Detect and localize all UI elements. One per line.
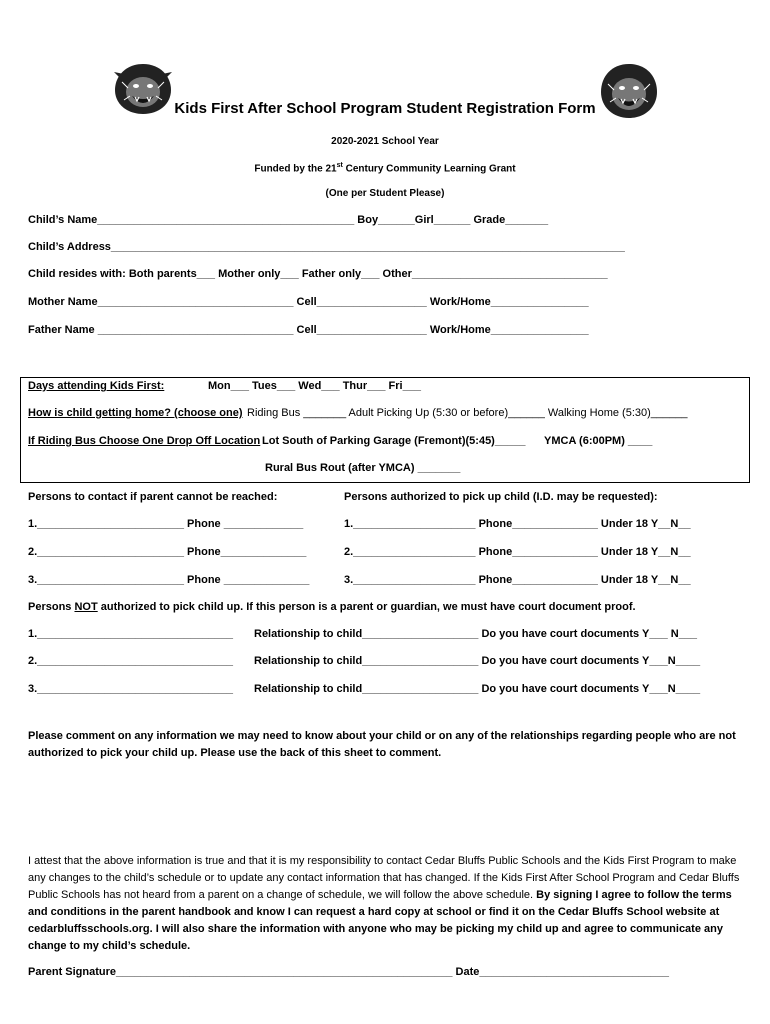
pickup-row[interactable]: 2.____________________ Phone______________ Under 18 Y__N__ [344, 546, 691, 558]
comment-instructions: Please comment on any information we may need to know about your child or on any of the relationships regarding people who are not authorized to pick your child up. Please use the back of this sheet to comment. [28, 730, 736, 759]
not-authorized-row[interactable]: 3.________________________________ [28, 683, 233, 695]
bus-option-lot[interactable]: Lot South of Parking Garage (Fremont)(5:45)_____ [262, 435, 526, 447]
relationship-row[interactable]: Relationship to child___________________ Do you have court documents Y___N____ [254, 655, 701, 667]
home-options[interactable]: Riding Bus _______ Adult Picking Up (5:30 or before)______ Walking Home (5:30)______ [247, 407, 688, 419]
attestation-paragraph: I attest that the above information is true and that it is my responsibility to contact Cedar Bluffs Public Schools and the Kids First Program to make any changes to the child’s schedule or to update any contact information that has changed. If the Kids First After School Program and Cedar Bluffs Public Schools has not heard from a parent on a change of schedule, we will follow the above schedule. By signing I agree to follow the terms and conditions in the parent handbook and know I can request a hard copy at school or find it on the Cedar Bluffs School website at cedarbluffsschools.org. I will also share the information with anyone who may be picking my child up and agree to communicate any change to my child’s schedule. [28, 855, 740, 952]
contact-header: Persons to contact if parent cannot be reached: [28, 491, 278, 503]
contact-row[interactable]: 1.________________________ Phone _____________ [28, 518, 304, 530]
relationship-row[interactable]: Relationship to child___________________ Do you have court documents Y___ N___ [254, 628, 698, 640]
school-year: 2020-2021 School Year [331, 136, 439, 147]
one-per-student-note: (One per Student Please) [325, 188, 445, 199]
form-title: Kids First After School Program Student Registration Form [174, 100, 596, 117]
mother-line[interactable]: Mother Name________________________________ Cell__________________ Work/Home________________ [28, 296, 589, 308]
pickup-header: Persons authorized to pick up child (I.D. may be requested): [344, 491, 658, 503]
days-label: Days attending Kids First: [28, 380, 165, 392]
resides-with-line[interactable]: Child resides with: Both parents___ Mother only___ Father only___ Other________________________________ [28, 268, 608, 280]
child-address-line[interactable]: Child’s Address____________________________________________________________________________________ [28, 241, 625, 253]
not-authorized-row[interactable]: 1.________________________________ [28, 628, 233, 640]
relationship-row[interactable]: Relationship to child___________________ Do you have court documents Y___N____ [254, 683, 701, 695]
bus-option-ymca[interactable]: YMCA (6:00PM) ____ [544, 435, 653, 447]
pickup-row[interactable]: 1.____________________ Phone______________ Under 18 Y__N__ [344, 518, 691, 530]
contact-row[interactable]: 3.________________________ Phone ______________ [28, 574, 310, 586]
pickup-row[interactable]: 3.____________________ Phone______________ Under 18 Y__N__ [344, 574, 691, 586]
days-options[interactable]: Mon___ Tues___ Wed___ Thur___ Fri___ [208, 380, 421, 392]
father-line[interactable]: Father Name ________________________________ Cell__________________ Work/Home________________ [28, 324, 589, 336]
not-authorized-row[interactable]: 2.________________________________ [28, 655, 233, 667]
home-label: How is child getting home? (choose one) [28, 407, 243, 419]
funding-note: Funded by the 21st Century Community Learning Grant [254, 162, 516, 175]
child-name-line[interactable]: Child’s Name__________________________________________ Boy______Girl______ Grade_______ [28, 214, 549, 226]
bus-label: If Riding Bus Choose One Drop Off Location [28, 435, 261, 447]
bus-option-rural[interactable]: Rural Bus Rout (after YMCA) _______ [265, 462, 461, 474]
not-authorized-header: Persons NOT authorized to pick child up. If this person is a parent or guardian, we must have court document proof. [28, 601, 636, 613]
contact-row[interactable]: 2.________________________ Phone______________ [28, 546, 307, 558]
signature-line[interactable]: Parent Signature_______________________________________________________ Date_______________________________ [28, 966, 670, 978]
